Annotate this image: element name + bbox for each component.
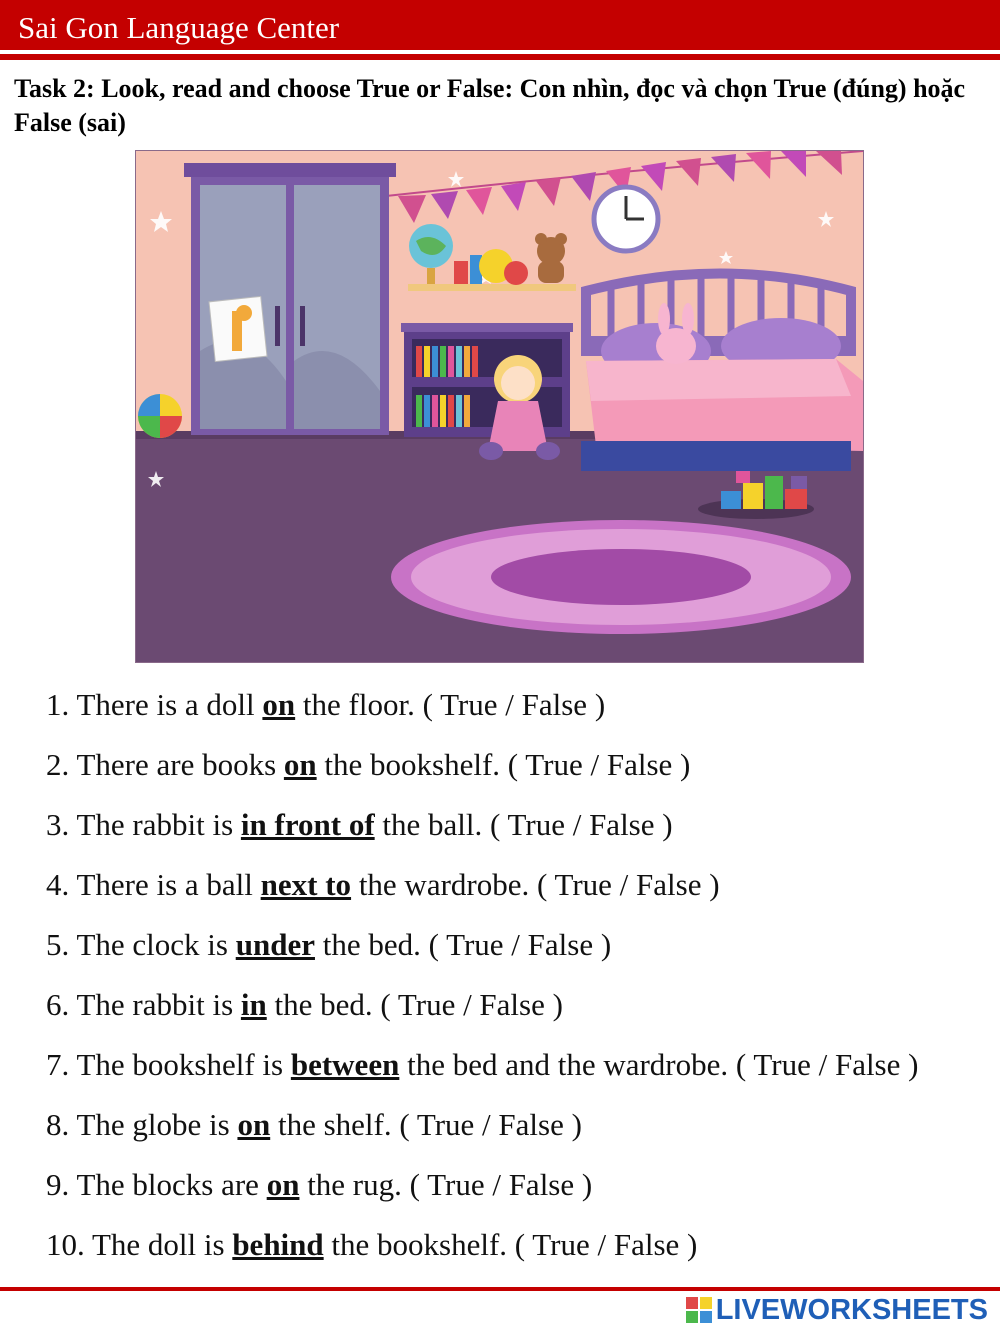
question-item: 6. The rabbit is in the bed. ( True / False )	[46, 987, 563, 1022]
keyword: between	[290, 1047, 400, 1082]
question-item: 8. The globe is on the shelf. ( True / False )	[46, 1107, 582, 1142]
question-item: 1. There is a doll on the floor. ( True / False )	[46, 687, 606, 722]
keyword: on	[266, 1167, 300, 1202]
keyword: next to	[260, 867, 352, 902]
question-item: 9. The blocks are on the rug. ( True / False )	[46, 1167, 593, 1202]
question-item: 2. There are books on the bookshelf. ( True / False )	[46, 747, 691, 782]
keyword: on	[262, 687, 296, 722]
liveworksheets-icon	[686, 1297, 712, 1323]
question-item: 7. The bookshelf is between the bed and the wardrobe. ( True / False )	[46, 1047, 919, 1082]
center-title: Sai Gon Language Center	[18, 10, 340, 45]
liveworksheets-logo[interactable]	[686, 1294, 988, 1326]
footer-divider	[0, 1287, 1000, 1291]
task-instruction: Task 2: Look, read and choose True or False: Con nhìn, đọc và chọn True (đúng) hoặc False (sai)	[14, 74, 966, 137]
header-divider	[0, 54, 1000, 60]
header-bar	[0, 0, 1000, 50]
keyword: in front of	[240, 807, 375, 842]
keyword: on	[237, 1107, 271, 1142]
bedroom-illustration	[135, 150, 864, 663]
question-item: 3. The rabbit is in front of the ball. ( True / False )	[46, 807, 673, 842]
question-item: 5. The clock is under the bed. ( True / False )	[46, 927, 612, 962]
question-item: 10. The doll is behind the bookshelf. ( True / False )	[46, 1227, 698, 1262]
question-list	[46, 682, 996, 1282]
logo-text: LIVEWORKSHEETS	[715, 1293, 988, 1326]
keyword: behind	[232, 1227, 324, 1262]
keyword: on	[283, 747, 317, 782]
question-item: 4. There is a ball next to the wardrobe. ( True / False )	[46, 867, 720, 902]
keyword: in	[240, 987, 267, 1022]
keyword: under	[235, 927, 315, 962]
